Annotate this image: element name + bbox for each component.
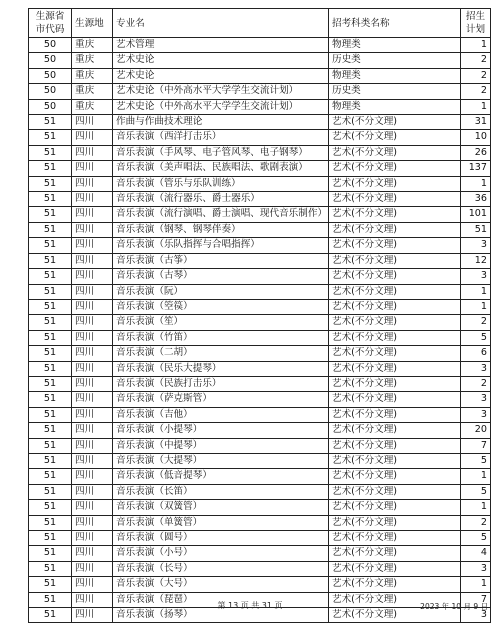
header-enrollment-plan: 招生计划 (461, 9, 491, 38)
cell-province-code: 51 (29, 161, 72, 176)
cell-enrollment-plan: 5 (461, 330, 491, 345)
cell-major-name: 音乐表演（萨克斯管） (113, 392, 329, 407)
table-body (29, 38, 491, 623)
cell-enrollment-plan: 51 (461, 222, 491, 237)
cell-province-code: 51 (29, 376, 72, 391)
table-row (29, 53, 491, 68)
cell-major-name: 音乐表演（阮） (113, 284, 329, 299)
cell-exam-category: 艺术(不分文理) (329, 207, 461, 222)
cell-origin-place: 四川 (72, 577, 113, 592)
cell-exam-category: 艺术(不分文理) (329, 577, 461, 592)
cell-province-code: 50 (29, 38, 72, 53)
cell-province-code: 51 (29, 592, 72, 607)
cell-exam-category: 艺术(不分文理) (329, 330, 461, 345)
cell-major-name: 音乐表演（民族打击乐） (113, 376, 329, 391)
cell-major-name: 音乐表演（竹笛） (113, 330, 329, 345)
cell-origin-place: 四川 (72, 515, 113, 530)
cell-province-code: 51 (29, 145, 72, 160)
cell-province-code: 51 (29, 299, 72, 314)
cell-province-code: 50 (29, 53, 72, 68)
cell-province-code: 51 (29, 115, 72, 130)
cell-enrollment-plan: 7 (461, 592, 491, 607)
cell-province-code: 51 (29, 361, 72, 376)
table-row (29, 130, 491, 145)
cell-origin-place: 四川 (72, 346, 113, 361)
table-row (29, 577, 491, 592)
document-date: 2023 年 10 月 9 日 (420, 602, 488, 611)
cell-enrollment-plan: 101 (461, 207, 491, 222)
cell-major-name: 音乐表演（流行器乐、爵士器乐） (113, 192, 329, 207)
cell-province-code: 50 (29, 99, 72, 114)
cell-major-name: 音乐表演（乐队指挥与合唱指挥） (113, 238, 329, 253)
cell-origin-place: 四川 (72, 145, 113, 160)
table-row (29, 207, 491, 222)
cell-province-code: 51 (29, 284, 72, 299)
cell-enrollment-plan: 5 (461, 531, 491, 546)
cell-origin-place: 重庆 (72, 38, 113, 53)
table-row (29, 376, 491, 391)
header-exam-category: 招考科类名称 (329, 9, 461, 38)
cell-origin-place: 四川 (72, 484, 113, 499)
table-row (29, 192, 491, 207)
cell-origin-place: 四川 (72, 500, 113, 515)
table-row (29, 145, 491, 160)
cell-exam-category: 历史类 (329, 53, 461, 68)
cell-origin-place: 四川 (72, 330, 113, 345)
cell-major-name: 艺术史论（中外高水平大学学生交流计划） (113, 84, 329, 99)
cell-origin-place: 四川 (72, 161, 113, 176)
cell-origin-place: 四川 (72, 561, 113, 576)
cell-province-code: 51 (29, 423, 72, 438)
cell-origin-place: 四川 (72, 361, 113, 376)
cell-exam-category: 艺术(不分文理) (329, 546, 461, 561)
cell-origin-place: 四川 (72, 469, 113, 484)
cell-origin-place: 四川 (72, 376, 113, 391)
table-row (29, 561, 491, 576)
cell-major-name: 艺术史论 (113, 53, 329, 68)
cell-province-code: 51 (29, 546, 72, 561)
cell-province-code: 51 (29, 407, 72, 422)
cell-exam-category: 艺术(不分文理) (329, 115, 461, 130)
table-row (29, 392, 491, 407)
cell-origin-place: 四川 (72, 438, 113, 453)
cell-major-name: 音乐表演（钢琴、钢琴伴奏） (113, 222, 329, 237)
cell-enrollment-plan: 1 (461, 284, 491, 299)
cell-exam-category: 艺术(不分文理) (329, 253, 461, 268)
cell-major-name: 音乐表演（长笛） (113, 484, 329, 499)
table-row (29, 253, 491, 268)
cell-enrollment-plan: 137 (461, 161, 491, 176)
table-row (29, 161, 491, 176)
table-row (29, 222, 491, 237)
cell-enrollment-plan: 3 (461, 392, 491, 407)
cell-exam-category: 艺术(不分文理) (329, 407, 461, 422)
cell-major-name: 音乐表演（单簧管） (113, 515, 329, 530)
cell-origin-place: 四川 (72, 130, 113, 145)
cell-origin-place: 四川 (72, 207, 113, 222)
cell-exam-category: 艺术(不分文理) (329, 484, 461, 499)
header-origin-place: 生源地 (72, 9, 113, 38)
cell-major-name: 艺术史论（中外高水平大学学生交流计划） (113, 99, 329, 114)
table-row (29, 68, 491, 83)
cell-major-name: 音乐表演（扬琴） (113, 608, 329, 623)
cell-province-code: 51 (29, 330, 72, 345)
cell-exam-category: 物理类 (329, 68, 461, 83)
cell-enrollment-plan: 31 (461, 115, 491, 130)
cell-exam-category: 艺术(不分文理) (329, 161, 461, 176)
cell-province-code: 51 (29, 484, 72, 499)
cell-origin-place: 重庆 (72, 84, 113, 99)
cell-exam-category: 艺术(不分文理) (329, 531, 461, 546)
cell-origin-place: 重庆 (72, 68, 113, 83)
cell-enrollment-plan: 20 (461, 423, 491, 438)
cell-major-name: 音乐表演（琵琶） (113, 592, 329, 607)
cell-enrollment-plan: 1 (461, 38, 491, 53)
table-row (29, 453, 491, 468)
cell-major-name: 音乐表演（笙） (113, 315, 329, 330)
cell-major-name: 音乐表演（小提琴） (113, 423, 329, 438)
cell-major-name: 音乐表演（管乐与乐队训练） (113, 176, 329, 191)
cell-major-name: 音乐表演（中提琴） (113, 438, 329, 453)
cell-major-name: 音乐表演（吉他） (113, 407, 329, 422)
cell-exam-category: 艺术(不分文理) (329, 315, 461, 330)
cell-enrollment-plan: 4 (461, 546, 491, 561)
cell-exam-category: 艺术(不分文理) (329, 269, 461, 284)
cell-origin-place: 四川 (72, 222, 113, 237)
cell-enrollment-plan: 2 (461, 84, 491, 99)
cell-origin-place: 四川 (72, 546, 113, 561)
cell-major-name: 音乐表演（圆号） (113, 531, 329, 546)
cell-exam-category: 艺术(不分文理) (329, 361, 461, 376)
cell-enrollment-plan: 3 (461, 269, 491, 284)
cell-exam-category: 艺术(不分文理) (329, 238, 461, 253)
table-row (29, 38, 491, 53)
cell-province-code: 50 (29, 84, 72, 99)
cell-enrollment-plan: 3 (461, 238, 491, 253)
cell-province-code: 51 (29, 253, 72, 268)
table-row (29, 269, 491, 284)
header-province-code: 生源省市代码 (29, 9, 72, 38)
cell-origin-place: 四川 (72, 115, 113, 130)
cell-province-code: 51 (29, 238, 72, 253)
cell-enrollment-plan: 36 (461, 192, 491, 207)
cell-exam-category: 艺术(不分文理) (329, 561, 461, 576)
cell-exam-category: 艺术(不分文理) (329, 284, 461, 299)
table-row (29, 346, 491, 361)
header-major-name: 专业名 (113, 9, 329, 38)
table-row (29, 99, 491, 114)
cell-enrollment-plan: 7 (461, 438, 491, 453)
cell-exam-category: 物理类 (329, 99, 461, 114)
table-row (29, 84, 491, 99)
cell-province-code: 51 (29, 130, 72, 145)
cell-province-code: 51 (29, 500, 72, 515)
cell-enrollment-plan: 2 (461, 53, 491, 68)
cell-enrollment-plan: 6 (461, 346, 491, 361)
table-row (29, 484, 491, 499)
cell-major-name: 艺术管理 (113, 38, 329, 53)
cell-province-code: 51 (29, 531, 72, 546)
cell-enrollment-plan: 1 (461, 500, 491, 515)
cell-major-name: 艺术史论 (113, 68, 329, 83)
cell-origin-place: 四川 (72, 407, 113, 422)
cell-exam-category: 艺术(不分文理) (329, 608, 461, 623)
table-row (29, 176, 491, 191)
table-row (29, 546, 491, 561)
cell-enrollment-plan: 12 (461, 253, 491, 268)
cell-major-name: 音乐表演（大提琴） (113, 453, 329, 468)
table-row (29, 531, 491, 546)
cell-major-name: 音乐表演（箜篌） (113, 299, 329, 314)
cell-province-code: 51 (29, 346, 72, 361)
cell-exam-category: 艺术(不分文理) (329, 192, 461, 207)
cell-exam-category: 艺术(不分文理) (329, 145, 461, 160)
table-row (29, 469, 491, 484)
cell-major-name: 音乐表演（手风琴、电子管风琴、电子钢琴） (113, 145, 329, 160)
cell-province-code: 51 (29, 176, 72, 191)
cell-province-code: 51 (29, 577, 72, 592)
cell-origin-place: 四川 (72, 284, 113, 299)
cell-exam-category: 艺术(不分文理) (329, 299, 461, 314)
cell-major-name: 音乐表演（二胡） (113, 346, 329, 361)
cell-major-name: 作曲与作曲技术理论 (113, 115, 329, 130)
cell-enrollment-plan: 26 (461, 145, 491, 160)
table-row (29, 438, 491, 453)
cell-exam-category: 艺术(不分文理) (329, 222, 461, 237)
cell-exam-category: 艺术(不分文理) (329, 376, 461, 391)
cell-major-name: 音乐表演（小号） (113, 546, 329, 561)
table-row (29, 361, 491, 376)
cell-province-code: 51 (29, 515, 72, 530)
cell-province-code: 51 (29, 561, 72, 576)
cell-province-code: 51 (29, 469, 72, 484)
cell-exam-category: 艺术(不分文理) (329, 500, 461, 515)
page-number: 第 13 页 共 31 页 (217, 601, 283, 610)
cell-major-name: 音乐表演（古筝） (113, 253, 329, 268)
cell-enrollment-plan: 3 (461, 561, 491, 576)
cell-major-name: 音乐表演（古琴） (113, 269, 329, 284)
cell-origin-place: 四川 (72, 608, 113, 623)
cell-origin-place: 四川 (72, 192, 113, 207)
cell-major-name: 音乐表演（双簧管） (113, 500, 329, 515)
cell-province-code: 50 (29, 68, 72, 83)
table-row (29, 238, 491, 253)
table-row (29, 515, 491, 530)
cell-province-code: 51 (29, 192, 72, 207)
cell-exam-category: 艺术(不分文理) (329, 130, 461, 145)
cell-province-code: 51 (29, 222, 72, 237)
cell-exam-category: 艺术(不分文理) (329, 453, 461, 468)
cell-origin-place: 重庆 (72, 53, 113, 68)
cell-major-name: 音乐表演（低音提琴） (113, 469, 329, 484)
cell-origin-place: 四川 (72, 238, 113, 253)
cell-exam-category: 物理类 (329, 38, 461, 53)
cell-origin-place: 四川 (72, 299, 113, 314)
cell-origin-place: 四川 (72, 392, 113, 407)
cell-province-code: 51 (29, 315, 72, 330)
table-header (29, 9, 491, 38)
cell-enrollment-plan: 5 (461, 484, 491, 499)
cell-exam-category: 艺术(不分文理) (329, 515, 461, 530)
cell-origin-place: 四川 (72, 176, 113, 191)
table-row (29, 330, 491, 345)
cell-major-name: 音乐表演（美声唱法、民族唱法、歌剧表演） (113, 161, 329, 176)
cell-province-code: 51 (29, 207, 72, 222)
cell-exam-category: 历史类 (329, 84, 461, 99)
cell-major-name: 音乐表演（长号） (113, 561, 329, 576)
cell-origin-place: 四川 (72, 531, 113, 546)
cell-enrollment-plan: 2 (461, 68, 491, 83)
cell-province-code: 51 (29, 392, 72, 407)
cell-major-name: 音乐表演（民乐大提琴） (113, 361, 329, 376)
cell-enrollment-plan: 2 (461, 376, 491, 391)
enrollment-plan-table (28, 8, 491, 623)
cell-enrollment-plan: 3 (461, 407, 491, 422)
cell-enrollment-plan: 10 (461, 130, 491, 145)
cell-exam-category: 艺术(不分文理) (329, 176, 461, 191)
cell-origin-place: 四川 (72, 453, 113, 468)
table-row (29, 500, 491, 515)
cell-major-name: 音乐表演（流行演唱、爵士演唱、现代音乐制作） (113, 207, 329, 222)
table-row (29, 423, 491, 438)
cell-exam-category: 艺术(不分文理) (329, 392, 461, 407)
cell-province-code: 51 (29, 438, 72, 453)
cell-enrollment-plan: 2 (461, 315, 491, 330)
cell-origin-place: 四川 (72, 315, 113, 330)
cell-exam-category: 艺术(不分文理) (329, 423, 461, 438)
cell-enrollment-plan: 2 (461, 515, 491, 530)
cell-enrollment-plan: 5 (461, 453, 491, 468)
cell-origin-place: 四川 (72, 269, 113, 284)
cell-enrollment-plan: 1 (461, 469, 491, 484)
table-row (29, 115, 491, 130)
cell-origin-place: 四川 (72, 592, 113, 607)
table-row (29, 315, 491, 330)
cell-enrollment-plan: 1 (461, 99, 491, 114)
cell-enrollment-plan: 1 (461, 577, 491, 592)
cell-enrollment-plan: 3 (461, 361, 491, 376)
cell-exam-category: 艺术(不分文理) (329, 469, 461, 484)
cell-province-code: 51 (29, 453, 72, 468)
cell-exam-category: 艺术(不分文理) (329, 592, 461, 607)
cell-enrollment-plan: 1 (461, 176, 491, 191)
table-row (29, 299, 491, 314)
cell-province-code: 51 (29, 608, 72, 623)
cell-exam-category: 艺术(不分文理) (329, 346, 461, 361)
cell-enrollment-plan: 3 (461, 608, 491, 623)
cell-origin-place: 四川 (72, 253, 113, 268)
cell-origin-place: 四川 (72, 423, 113, 438)
table-row (29, 407, 491, 422)
table-row (29, 284, 491, 299)
cell-major-name: 音乐表演（大号） (113, 577, 329, 592)
cell-major-name: 音乐表演（西洋打击乐） (113, 130, 329, 145)
cell-enrollment-plan: 1 (461, 299, 491, 314)
cell-origin-place: 重庆 (72, 99, 113, 114)
cell-exam-category: 艺术(不分文理) (329, 438, 461, 453)
cell-province-code: 51 (29, 269, 72, 284)
